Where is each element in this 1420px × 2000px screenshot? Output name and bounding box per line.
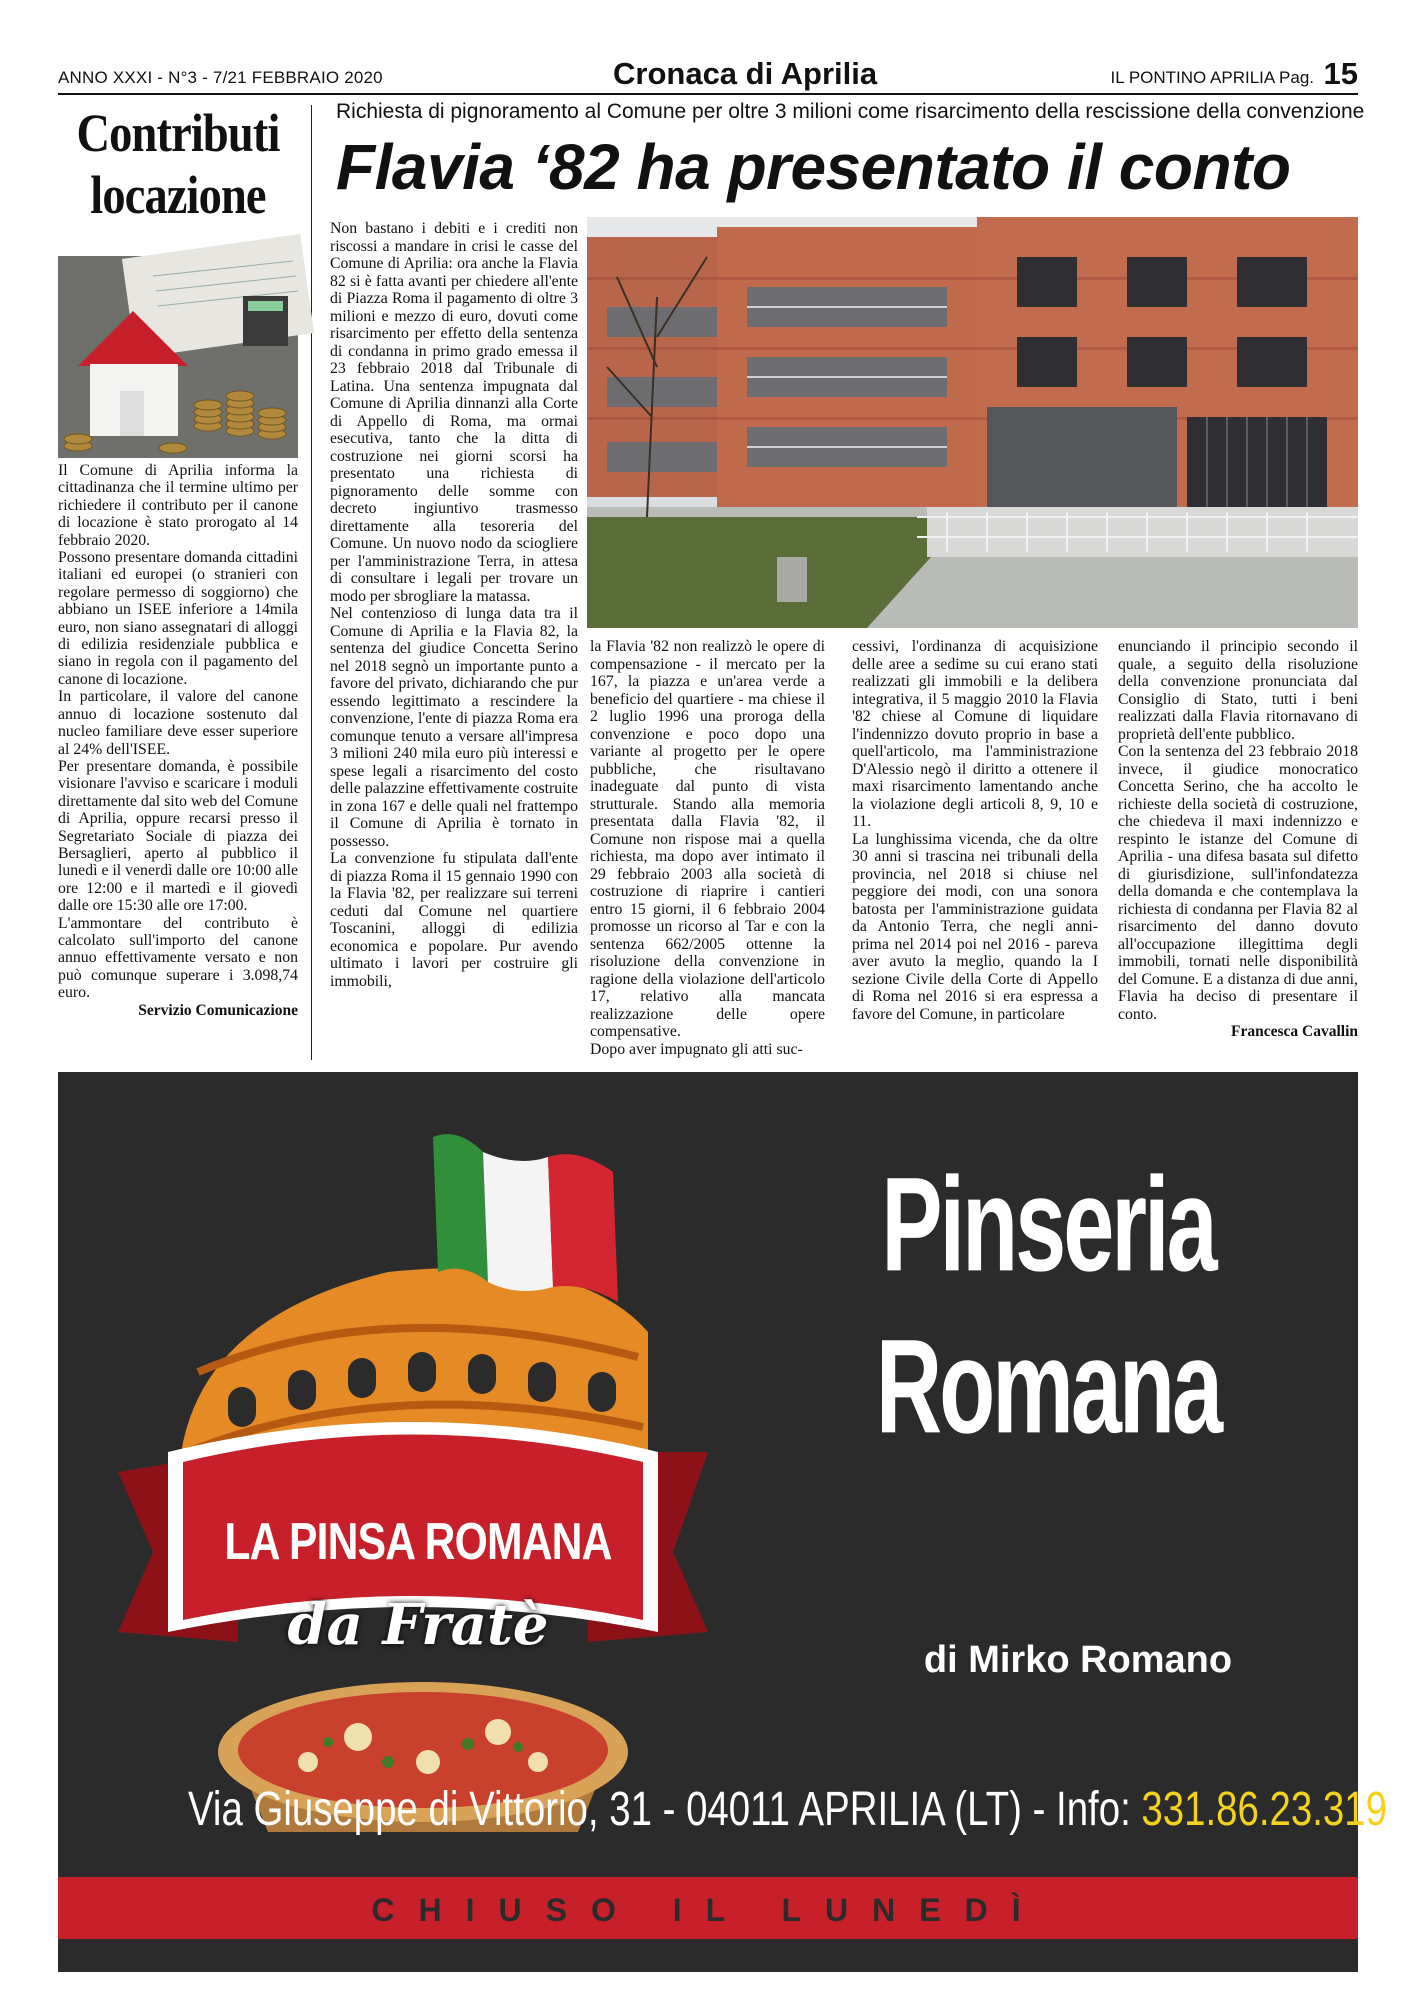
paper-name: IL PONTINO APRILIA Pag. [1110,68,1314,87]
ad-owner: di Mirko Romano [923,1639,1233,1681]
sidebar-paragraph: Il Comune di Aprilia informa la cittadinanza che il termine ultimo per richiedere il contributo per il canone di locazione è stato prorogato al 14 febbraio 2020. [58,462,298,549]
pinseria-advertisement [58,1072,1387,1972]
apartment-building-photo [587,217,1358,628]
article-paragraph: enunciando il principio secondo il quale, a seguito della risoluzione della convenzione pronunciata dal Consiglio di Stato, tutti i beni realizzati dalla Flavia ritornavano di proprietà dell'ente pubblico. [1118,638,1358,743]
article-headline: Flavia ‘82 ha presentato il conto [336,131,1291,203]
sidebar-paragraph: In particolare, il valore del canone annuo di locazione sostenuto dal nucleo familiare deve esser superiore al 24% dell'ISEE. [58,688,298,758]
column-divider [311,105,312,1060]
sidebar-article [58,462,298,1019]
sidebar-paragraph: L'ammontare del contributo è calcolato sull'importo del canone annuo effettivamente versato e non può comunque superare i 3.098,74 euro. [58,914,298,1002]
article-kicker: Richiesta di pignoramento al Comune per oltre 3 milioni come risarcimento della rescissione della convenzione [336,100,1365,123]
ad-address [188,1782,1387,1837]
sidebar-title-line: Contributi [76,103,280,163]
article-paragraph: Con la sentenza del 23 febbraio 2018 invece, il giudice monocratico Concetta Serino, che ha accolto le richieste della società di costruzione, che chiedeva il maxi indennizzo e respinto le istanze del Comune di Aprilia - una difesa basata sul difetto di giurisdizione, sull'infondatezza della domanda e che contemplava la richiesta di condanna per Flavia 82 al risarcimento del danno dovuto all'occupazione illegittima degli immobili, tornati nelle disponibilità del Comune. E a distanza di due anni, Flavia ha deciso di presentare il conto. [1118,743,1358,1023]
ad-brand-name [848,1144,1248,1468]
ad-phone: 331.86.23.319 [1141,1783,1387,1836]
issue-info: ANNO XXXI - N°3 - 7/21 FEBBRAIO 2020 [58,68,383,87]
sidebar-paragraph: Per presentare domanda, è possibile visionare l'avviso e scaricare i moduli direttamente dal sito web del Comune di Aprilia, oppure recarsi presso il Segretariato Sociale di piazza dei Bersaglieri, aperto al pubblico il lunedì e il venerdì dalle ore 10:00 alle ore 12:00 e il martedì e il giovedì dalle ore 15:30 alle ore 17:00. [58,757,298,915]
article-paragraph: la Flavia '82 non realizzò le opere di compensazione - il mercato per la 167, la piazza e un'area verde a beneficio del quartiere - ma chiese il 2 luglio 1996 una proroga della convenzione e poco dopo una variante al progetto per le opere pubbliche, che risultavano inadeguate dal punto di vista strutturale. Stando alla memoria presentata dalla Flavia '82, il Comune non rispose mai a quella richiesta, ma dopo aver intimato il 29 febbraio 2003 alla società di costruzione di riaprire i cantieri entro 15 giorni, il 6 febbraio 2004 promosse un ricorso al Tar e con la sentenza 662/2005 ottenne la risoluzione della convenzione in ragione della violazione dell'articolo 17, relativo alla mancata realizzazione delle opere compensative. [590,638,825,1040]
article-paragraph: La convenzione fu stipulata dall'ente di piazza Roma il 15 gennaio 1990 con la Flavia '82, per realizzare sui terreni ceduti dal Comune nel quartiere Toscanini, alloggi di edilizia economica e popolare. Pur avendo ultimato i lavori per costruire gli immobili, [330,850,578,990]
article-paragraph: La lunghissima vicenda, che da oltre 30 anni si trascina nei tribunali della provincia, nel 2018 si chiuse nel peggiore dei modi, con una sonora batosta per l'amministrazione guidata da Antonio Terra, che negli anni- prima nel 2014 poi nel 2016 - pareva aver avuto la meglio, quando la I sezione Civile della Corte di Appello di Roma nel 2016 si era espressa a favore del Comune, in particolare [852,830,1098,1023]
article-column-3 [852,638,1098,1023]
article-column-1 [330,220,578,990]
section-title: Cronaca di Aprilia [613,56,878,91]
page-header [58,54,1358,94]
ad-brand-line: Pinseria [881,1150,1215,1300]
house-and-coins-photo [58,256,298,458]
page-number: 15 [1323,56,1358,91]
article-paragraph: Nel contenzioso di lunga data tra il Comune di Aprilia e la Flavia 82, la sentenza del giudice Concetta Serino nel 2018 segnò un importante punto a favore del privato, dichiarando che pur essendo legittimato a rescindere la convenzione, l'ente di piazza Roma era comunque tenuto a versare all'impresa 3 milioni 240 mila euro più interessi e spese legali a risarcimento del costo delle palazzine effettivamente costruite in zona 167 e delle quali nel frattempo il Comune di Aprilia è tornato in possesso. [330,605,578,850]
logo-script-text: da Fratè [287,1592,549,1658]
sidebar-title-line: locazione [90,165,266,225]
sidebar-title [75,102,281,226]
article-paragraph: Dopo aver impugnato gli atti suc- [590,1040,803,1058]
article-column-2 [590,638,825,1058]
ad-address-text: Via Giuseppe di Vittorio, 31 - 04011 APRILIA (LT) - Info: [188,1783,1131,1836]
article-column-4 [1118,638,1358,1041]
logo-banner-text: LA PINSA ROMANA [224,1513,612,1571]
ad-brand-line: Romana [875,1312,1221,1462]
article-paragraph: Non bastano i debiti e i crediti non riscossi a mandare in crisi le casse del Comune di Aprilia: ora anche la Flavia 82 si è fatta avanti per chiedere all'ente di Piazza Roma il pagamento di oltre 3 milioni e mezzo di euro, dovuti come risarcimento per effetto della sentenza di condanna in primo grado emessa il 23 febbraio 2018 dal Tribunale di Latina. Una sentenza impugnata dal Comune di Aprilia dinnanzi alla Corte di Appello di Roma, ma ormai esecutiva, tanto che la ditta di costruzione nei giorni scorsi ha presentato una richiesta di pignoramento delle somme con decreto ingiuntivo trasmesso direttamente alla tesoreria del Comune. Un nuovo nodo da sciogliere per l'amministrazione Terra, in attesa di consultare i legali per trovare un modo per sbrogliare la matassa. [330,220,578,605]
article-signature: Francesca Cavallin [1231,1023,1358,1040]
header-divider [58,93,1358,95]
sidebar-signature: Servizio Comunicazione [138,1001,298,1019]
article-paragraph: cessivi, l'ordinanza di acquisizione delle aree a sedime su cui erano stati realizzati gli immobili e la delibera integrativa, il 5 maggio 2010 la Flavia '82 chiese al Comune di liquidare l'indennizzo dovuto proprio in base a quell'articolo, ma l'amministrazione D'Alessio negò il diritto a ottenere il maxi risarcimento lamentando anche la violazione degli articoli 8, 9, 10 e 11. [852,638,1098,830]
ad-closed-notice: CHIUSO IL LUNEDÌ [371,1892,1045,1928]
sidebar-paragraph: Possono presentare domanda cittadini italiani ed europei (o stranieri con regolare permesso di soggiorno) che abbiano un ISEE inferiore a 14mila euro, non siano assegnatari di alloggi di edilizia residenziale pubblica e siano in regola con il pagamento del canone di locazione. [58,549,298,688]
